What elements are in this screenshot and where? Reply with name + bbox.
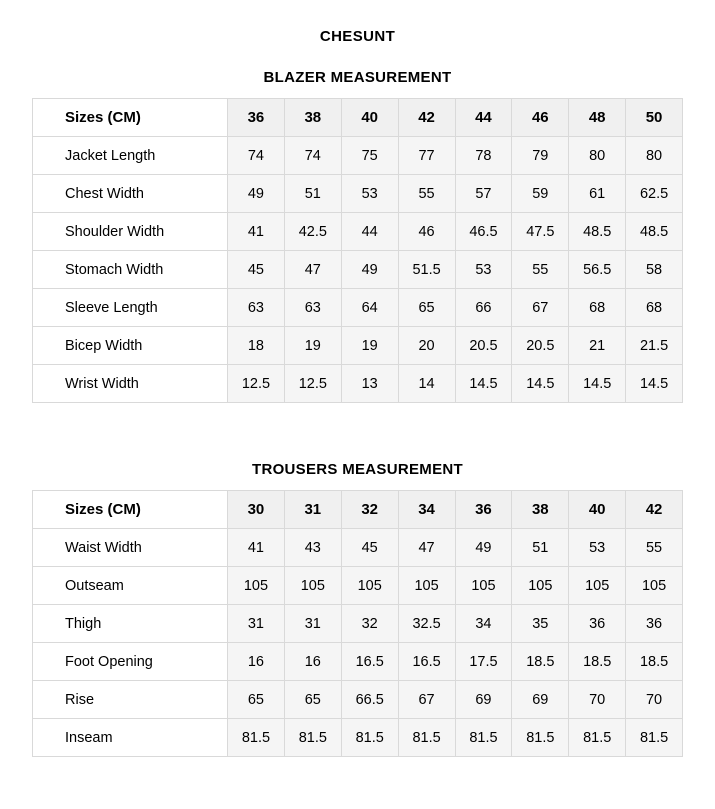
row-value: 105 xyxy=(228,567,285,605)
row-value: 67 xyxy=(512,289,569,327)
row-value: 16.5 xyxy=(398,643,455,681)
row-value: 12.5 xyxy=(228,365,285,403)
row-value: 58 xyxy=(626,251,683,289)
header-size-7: 50 xyxy=(626,99,683,137)
row-label: Inseam xyxy=(33,719,228,757)
row-value: 55 xyxy=(398,175,455,213)
table-row xyxy=(33,213,683,251)
row-label: Jacket Length xyxy=(33,137,228,175)
row-value: 81.5 xyxy=(228,719,285,757)
row-value: 14.5 xyxy=(569,365,626,403)
table-row xyxy=(33,643,683,681)
row-value: 59 xyxy=(512,175,569,213)
row-value: 62.5 xyxy=(626,175,683,213)
blazer-measurement-table xyxy=(32,98,683,403)
header-sizes-label: Sizes (CM) xyxy=(33,99,228,137)
row-value: 49 xyxy=(228,175,285,213)
row-value: 105 xyxy=(626,567,683,605)
table-row xyxy=(33,681,683,719)
table-row xyxy=(33,605,683,643)
row-value: 47 xyxy=(284,251,341,289)
row-value: 20 xyxy=(398,327,455,365)
table-header-row xyxy=(33,491,683,529)
table-row xyxy=(33,719,683,757)
row-value: 51 xyxy=(512,529,569,567)
row-value: 36 xyxy=(569,605,626,643)
row-value: 81.5 xyxy=(341,719,398,757)
row-value: 78 xyxy=(455,137,512,175)
row-value: 57 xyxy=(455,175,512,213)
header-size-6: 48 xyxy=(569,99,626,137)
row-value: 74 xyxy=(228,137,285,175)
row-value: 49 xyxy=(455,529,512,567)
row-label: Outseam xyxy=(33,567,228,605)
trousers-table-body xyxy=(33,529,683,757)
row-label: Bicep Width xyxy=(33,327,228,365)
row-value: 67 xyxy=(398,681,455,719)
row-label: Shoulder Width xyxy=(33,213,228,251)
row-value: 56.5 xyxy=(569,251,626,289)
row-value: 68 xyxy=(626,289,683,327)
table-row xyxy=(33,327,683,365)
header-size-4: 36 xyxy=(455,491,512,529)
row-value: 80 xyxy=(569,137,626,175)
row-value: 48.5 xyxy=(569,213,626,251)
row-label: Sleeve Length xyxy=(33,289,228,327)
brand-title: CHESUNT xyxy=(319,28,396,45)
row-value: 55 xyxy=(626,529,683,567)
table-row xyxy=(33,289,683,327)
row-value: 16 xyxy=(284,643,341,681)
row-label: Waist Width xyxy=(33,529,228,567)
trousers-measurement-table xyxy=(32,490,683,757)
row-value: 81.5 xyxy=(569,719,626,757)
row-value: 41 xyxy=(228,213,285,251)
row-value: 75 xyxy=(341,137,398,175)
row-label: Wrist Width xyxy=(33,365,228,403)
section-title-trousers: TROUSERS MEASUREMENT xyxy=(251,461,463,478)
table-row xyxy=(33,251,683,289)
row-value: 17.5 xyxy=(455,643,512,681)
header-size-3: 42 xyxy=(398,99,455,137)
row-label: Chest Width xyxy=(33,175,228,213)
row-value: 74 xyxy=(284,137,341,175)
row-value: 66.5 xyxy=(341,681,398,719)
header-size-7: 42 xyxy=(626,491,683,529)
header-size-0: 36 xyxy=(228,99,285,137)
row-value: 14.5 xyxy=(455,365,512,403)
row-value: 31 xyxy=(228,605,285,643)
row-value: 49 xyxy=(341,251,398,289)
row-value: 63 xyxy=(284,289,341,327)
row-value: 63 xyxy=(228,289,285,327)
table-row xyxy=(33,137,683,175)
section-spacer xyxy=(0,403,715,437)
row-value: 70 xyxy=(626,681,683,719)
row-value: 36 xyxy=(626,605,683,643)
header-size-1: 31 xyxy=(284,491,341,529)
row-value: 66 xyxy=(455,289,512,327)
row-value: 46.5 xyxy=(455,213,512,251)
table-row xyxy=(33,175,683,213)
row-value: 65 xyxy=(228,681,285,719)
header-size-6: 40 xyxy=(569,491,626,529)
row-value: 47 xyxy=(398,529,455,567)
row-value: 70 xyxy=(569,681,626,719)
row-value: 31 xyxy=(284,605,341,643)
blazer-table-wrapper xyxy=(0,98,715,403)
table-row xyxy=(33,567,683,605)
row-value: 32.5 xyxy=(398,605,455,643)
row-value: 53 xyxy=(341,175,398,213)
row-value: 13 xyxy=(341,365,398,403)
row-value: 14.5 xyxy=(512,365,569,403)
row-value: 18 xyxy=(228,327,285,365)
row-value: 35 xyxy=(512,605,569,643)
size-chart-page xyxy=(0,28,715,757)
table-row xyxy=(33,365,683,403)
row-value: 65 xyxy=(398,289,455,327)
row-value: 20.5 xyxy=(512,327,569,365)
row-value: 105 xyxy=(455,567,512,605)
row-value: 20.5 xyxy=(455,327,512,365)
row-value: 53 xyxy=(569,529,626,567)
header-size-0: 30 xyxy=(228,491,285,529)
row-value: 34 xyxy=(455,605,512,643)
row-value: 81.5 xyxy=(512,719,569,757)
header-size-5: 46 xyxy=(512,99,569,137)
row-value: 16.5 xyxy=(341,643,398,681)
header-size-2: 32 xyxy=(341,491,398,529)
trousers-table-head xyxy=(33,491,683,529)
row-value: 46 xyxy=(398,213,455,251)
row-value: 81.5 xyxy=(284,719,341,757)
row-value: 81.5 xyxy=(455,719,512,757)
header-size-4: 44 xyxy=(455,99,512,137)
row-value: 18.5 xyxy=(512,643,569,681)
header-size-5: 38 xyxy=(512,491,569,529)
trousers-table-wrapper xyxy=(0,490,715,757)
row-value: 80 xyxy=(626,137,683,175)
row-value: 105 xyxy=(284,567,341,605)
row-value: 77 xyxy=(398,137,455,175)
row-label: Rise xyxy=(33,681,228,719)
header-size-3: 34 xyxy=(398,491,455,529)
row-value: 105 xyxy=(398,567,455,605)
row-value: 18.5 xyxy=(626,643,683,681)
section-title-blazer: BLAZER MEASUREMENT xyxy=(263,69,452,86)
row-label: Thigh xyxy=(33,605,228,643)
row-value: 12.5 xyxy=(284,365,341,403)
table-row xyxy=(33,529,683,567)
header-size-1: 38 xyxy=(284,99,341,137)
row-value: 44 xyxy=(341,213,398,251)
row-value: 81.5 xyxy=(626,719,683,757)
row-value: 79 xyxy=(512,137,569,175)
row-value: 69 xyxy=(455,681,512,719)
row-value: 105 xyxy=(341,567,398,605)
row-value: 61 xyxy=(569,175,626,213)
row-value: 64 xyxy=(341,289,398,327)
row-value: 51 xyxy=(284,175,341,213)
row-value: 42.5 xyxy=(284,213,341,251)
row-value: 47.5 xyxy=(512,213,569,251)
row-value: 105 xyxy=(512,567,569,605)
row-value: 65 xyxy=(284,681,341,719)
row-value: 48.5 xyxy=(626,213,683,251)
row-value: 81.5 xyxy=(398,719,455,757)
header-size-2: 40 xyxy=(341,99,398,137)
row-value: 55 xyxy=(512,251,569,289)
row-value: 43 xyxy=(284,529,341,567)
row-value: 45 xyxy=(228,251,285,289)
row-label: Foot Opening xyxy=(33,643,228,681)
row-value: 19 xyxy=(341,327,398,365)
row-value: 51.5 xyxy=(398,251,455,289)
blazer-table-body xyxy=(33,137,683,403)
row-value: 45 xyxy=(341,529,398,567)
row-label: Stomach Width xyxy=(33,251,228,289)
blazer-table-head xyxy=(33,99,683,137)
row-value: 21 xyxy=(569,327,626,365)
row-value: 14 xyxy=(398,365,455,403)
row-value: 19 xyxy=(284,327,341,365)
row-value: 14.5 xyxy=(626,365,683,403)
row-value: 53 xyxy=(455,251,512,289)
table-header-row xyxy=(33,99,683,137)
row-value: 41 xyxy=(228,529,285,567)
header-sizes-label: Sizes (CM) xyxy=(33,491,228,529)
row-value: 105 xyxy=(569,567,626,605)
row-value: 21.5 xyxy=(626,327,683,365)
row-value: 18.5 xyxy=(569,643,626,681)
row-value: 69 xyxy=(512,681,569,719)
row-value: 68 xyxy=(569,289,626,327)
row-value: 32 xyxy=(341,605,398,643)
row-value: 16 xyxy=(228,643,285,681)
